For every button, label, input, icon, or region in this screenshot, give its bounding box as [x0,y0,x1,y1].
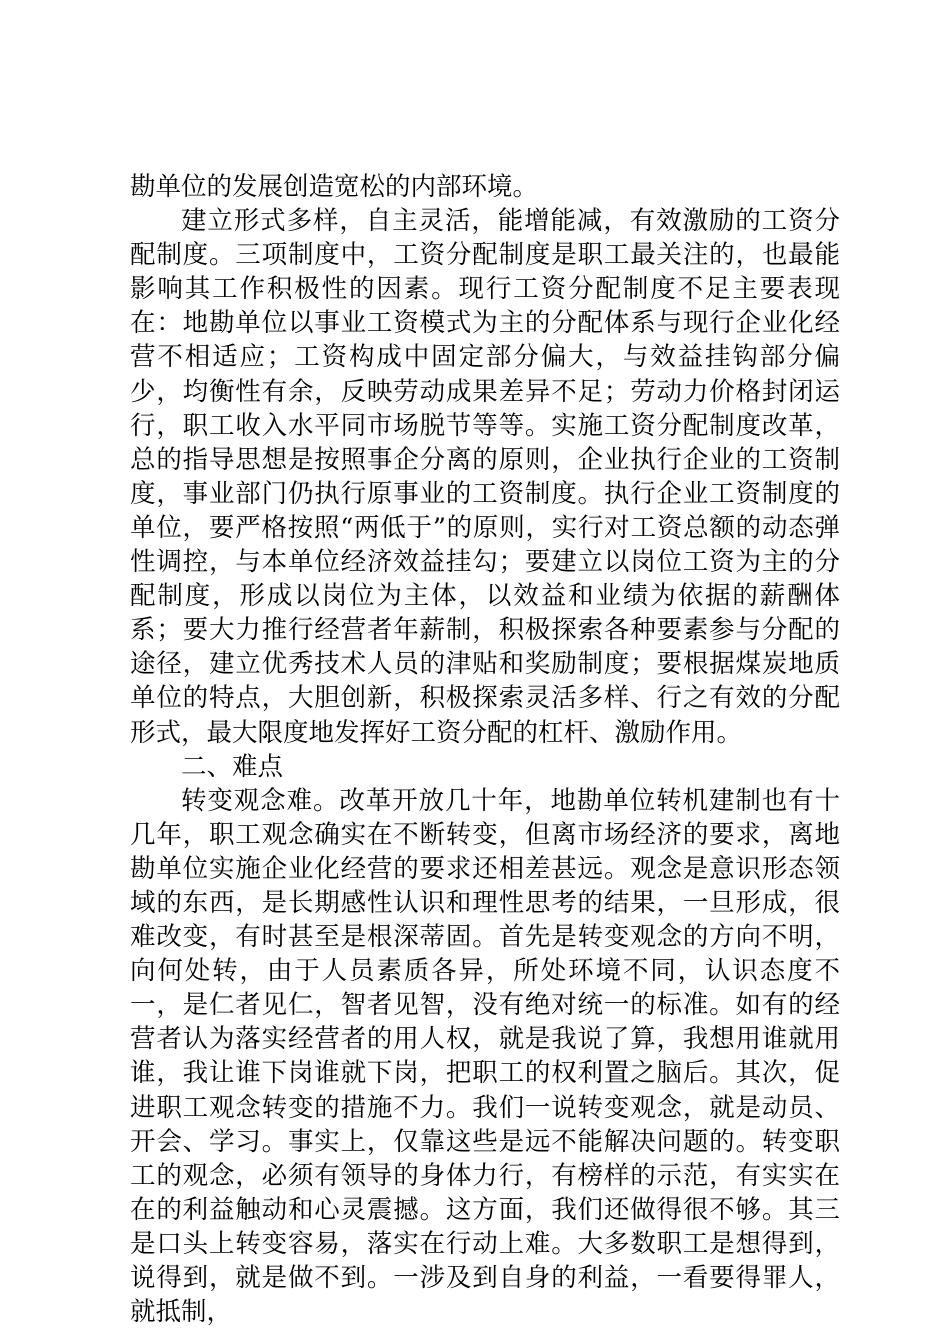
paragraph-wage-system: 建立形式多样，自主灵活，能增能减，有效激励的工资分配制度。三项制度中，工资分配制度是职工最关注的，也最能影响其工作积极性的因素。现行工资分配制度不足主要表现在：地勘单位以事业工资模式为主的分配体系与现行企业化经营不相适应；工资构成中固定部分偏大，与效益挂钩部分偏少，均衡性有余，反映劳动成果差异不足；劳动力价格封闭运行，职工收入水平同市场脱节等等。实施工资分配制度改革，总的指导思想是按照事企分离的原则，企业执行企业的工资制度，事业部门仍执行原事业的工资制度。执行企业工资制度的单位，要严格按照“两低于”的原则，实行对工资总额的动态弹性调控，与本单位经济效益挂勾；要建立以岗位工资为主的分配制度，形成以岗位为主体，以效益和业绩为依据的薪酬体系；要大力推行经营者年薪制，积极探索各种要素参与分配的途径，建立优秀技术人员的津贴和奖励制度；要根据煤炭地质单位的特点，大胆创新，积极探索灵活多样、行之有效的分配形式，最大限度地发挥好工资分配的杠杆、激励作用。 [130,206,840,748]
paragraph-change-concepts: 转变观念难。改革开放几十年，地勘单位转机建制也有十几年，职工观念确实在不断转变，但离市场经济的要求，离地勘单位实施企业化经营的要求还相差甚远。观念是意识形态领域的东西，是长期感性认识和理性思考的结果，一旦形成，很难改变，有时甚至是根深蒂固。首先是转变观念的方向不明，向何处转，由于人员素质各异，所处环境不同，认识态度不一，是仁者见仁，智者见智，没有绝对统一的标准。如有的经营者认为落实经营者的用人权，就是我说了算，我想用谁就用谁，我让谁下岗谁就下岗，把职工的权利置之脑后。其次，促进职工观念转变的措施不力。我们一说转变观念，就是动员、开会、学习。事实上，仅靠这些是远不能解决问题的。转变职工的观念，必须有领导的身体力行，有榜样的示范，有实实在在的利益触动和心灵震撼。这方面，我们还做得很不够。其三是口头上转变容易，落实在行动上难。大多数职工是想得到，说得到，就是做不到。一涉及到自身的利益，一看要得罪人，就抵制， [130,785,840,1328]
paragraph-continuation: 勘单位的发展创造宽松的内部环境。 [130,172,539,202]
body-text [130,170,840,1329]
section-heading-difficulties: 二、难点 [181,751,284,782]
